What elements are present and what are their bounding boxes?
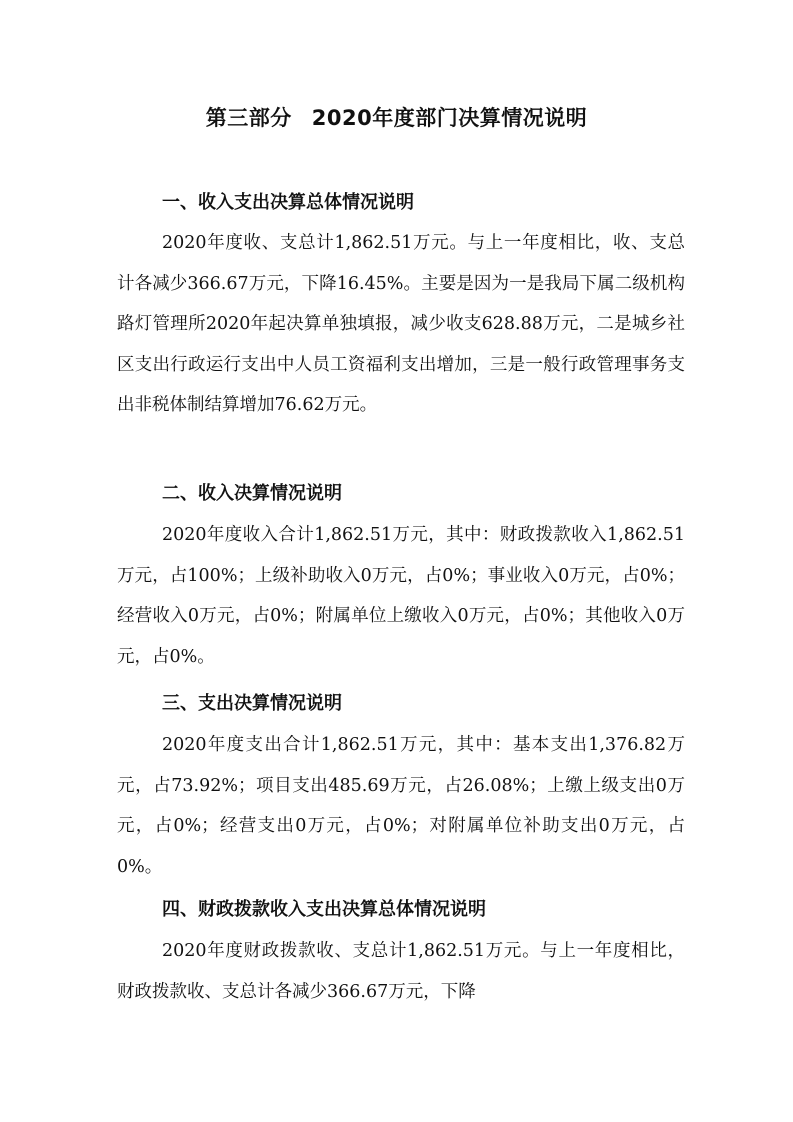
title-part-label: 第三部分 <box>205 106 292 130</box>
section-heading-fiscal-appropriation: 四、财政拨款收入支出决算总体情况说明 <box>162 899 486 920</box>
section-body-expenditure: 2020年度支出合计1,862.51万元，其中：基本支出1,376.82万元，占73.92%；项目支出485.69万元，占26.08%；上缴上级支出0万元，占0%；经营支出0万元，占0%；对附属单位补助支出0万元，占0%。 <box>117 735 685 877</box>
title-text: 2020年度部门决算情况说明 <box>311 106 588 130</box>
section-body-income: 2020年度收入合计1,862.51万元，其中：财政拨款收入1,862.51万元，占100%；上级补助收入0万元，占0%；事业收入0万元，占0%；经营收入0万元，占0%；附属单位上缴收入0万元，占0%；其他收入0万元，占0%。 <box>117 525 685 667</box>
section-body-fiscal-appropriation: 2020年度财政拨款收、支总计1,862.51万元。与上一年度相比，财政拨款收、支总计各减少366.67万元，下降 <box>117 941 685 1002</box>
page-title <box>0 103 793 133</box>
section-heading-expenditure: 三、支出决算情况说明 <box>162 693 342 714</box>
section-heading-income: 二、收入决算情况说明 <box>162 483 342 504</box>
section-heading-overall: 一、收入支出决算总体情况说明 <box>162 192 414 213</box>
section-body-overall: 2020年度收、支总计1,862.51万元。与上一年度相比，收、支总计各减少366.67万元，下降16.45%。主要是因为一是我局下属二级机构路灯管理所2020年起决算单独填报，减少收支628.88万元，二是城乡社区支出行政运行支出中人员工资福利支出增加，三是一般行政管理事务支出非税体制结算增加76.62万元。 <box>117 233 685 415</box>
